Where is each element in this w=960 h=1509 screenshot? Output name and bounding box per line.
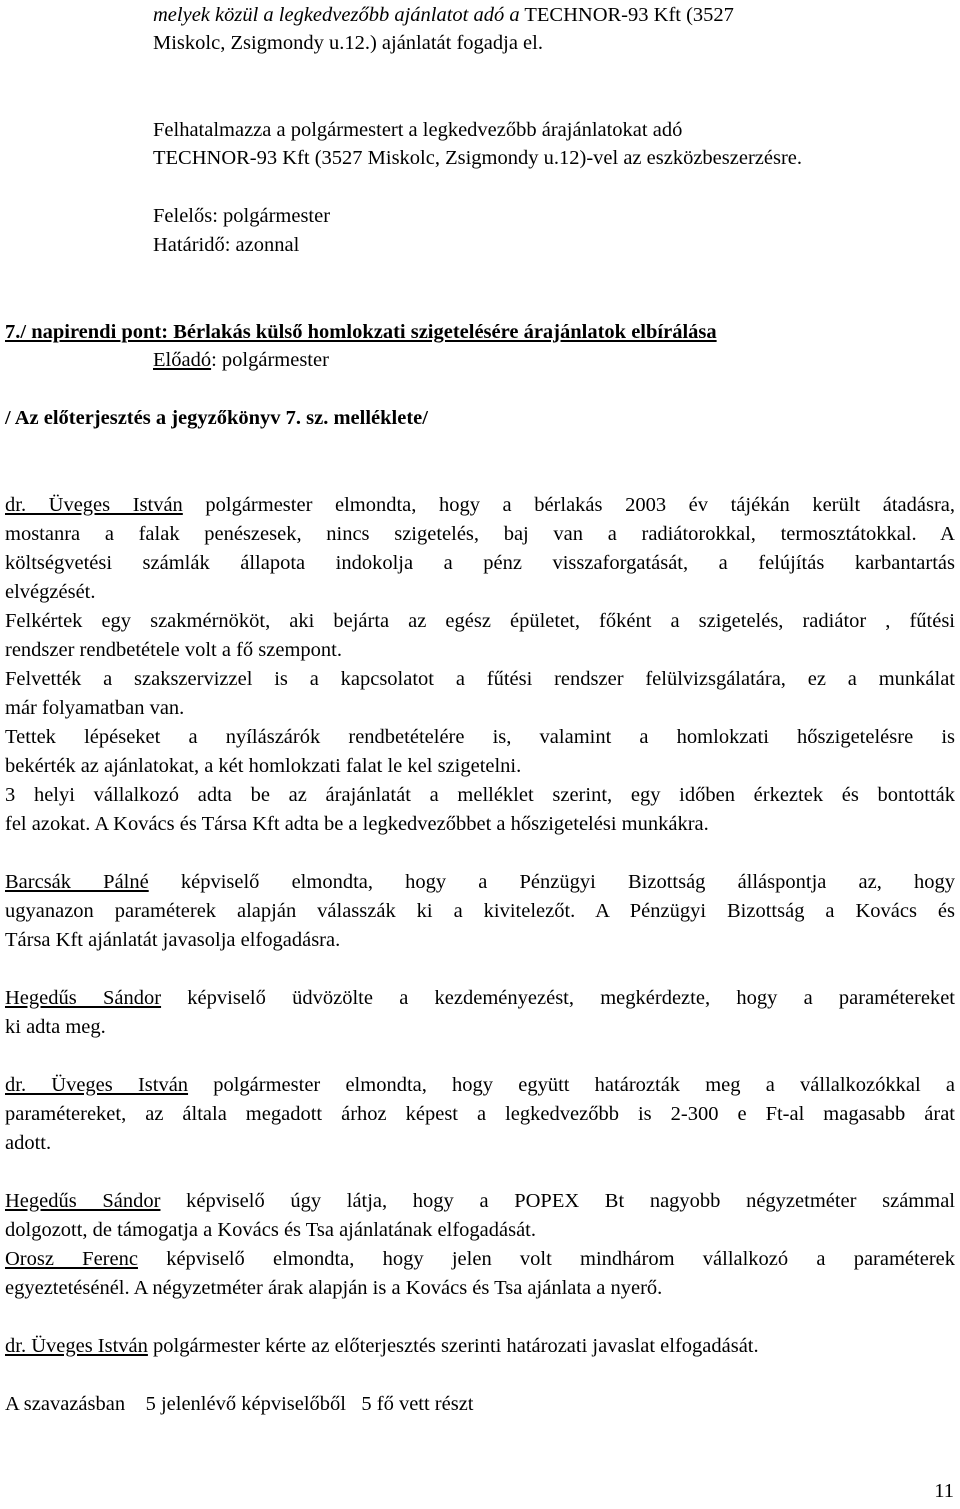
- speech-text: képviselő úgy látja, hogy a POPEX Bt nagyobb négyzetméter számmal: [160, 1190, 955, 1212]
- speech-5-line-2: dolgozott, de támogatja a Kovács és Tsa ajánlatának elfogadását.: [5, 1219, 536, 1241]
- presenter-value: : polgármester: [211, 349, 329, 371]
- speech-text: polgármester elmondta, hogy együtt határozták meg a vállalkozókkal a: [188, 1074, 955, 1096]
- attachment-note: / Az előterjesztés a jegyzőkönyv 7. sz. melléklete/: [5, 407, 428, 429]
- speech-4-line-2: paramétereket, az általa megadott árhoz képest a legkedvezőbb is 2-300 e Ft-al magasabb árat: [5, 1103, 955, 1125]
- speech-5-line-1: [5, 1188, 955, 1214]
- resolution-line-2: Miskolc, Zsigmondy u.12.) ajánlatát fogadja el.: [153, 32, 543, 54]
- speech-1-line-4: elvégzését.: [5, 581, 96, 603]
- speech-2-line-1: [5, 869, 955, 895]
- speaker-name: Hegedűs Sándor: [5, 987, 162, 1009]
- speech-1-line-11: 3 helyi vállalkozó adta be az árajánlatát a melléklet szerint, egy időben érkeztek és bontották: [5, 784, 955, 806]
- resolution-line-1: [153, 2, 953, 28]
- speech-3-line-1: [5, 985, 955, 1011]
- speaker-name: dr. Üveges István: [5, 494, 183, 516]
- speech-4-line-3: adott.: [5, 1132, 52, 1154]
- speaker-name: Hegedűs Sándor: [5, 1190, 161, 1212]
- speech-text: képviselő üdvözölte a kezdeményezést, megkérdezte, hogy a paramétereket: [161, 987, 955, 1009]
- resolution-text: TECHNOR-93 Kft (3527: [519, 4, 734, 26]
- speaker-name: dr. Üveges István: [5, 1335, 148, 1357]
- page-number: 11: [934, 1480, 954, 1502]
- speech-1-line-1: [5, 492, 955, 518]
- speech-1-line-7: Felvették a szakszervizzel is a kapcsolatot a fűtési rendszer felülvizsgálatára, ez a munkálat: [5, 668, 955, 690]
- speech-1-line-12: fel azokat. A Kovács és Társa Kft adta be a legkedvezőbbet a hőszigetelési munkákra.: [5, 813, 709, 835]
- speech-1-line-9: Tettek lépéseket a nyílászárók rendbetételére is, valamint a homlokzati hőszigetelésre is: [5, 726, 955, 748]
- speech-text: polgármester kérte az előterjesztés szerinti határozati javaslat elfogadását.: [147, 1335, 759, 1357]
- speech-1-line-3: költségvetési számlák állapota indokolja a pénz visszaforgatását, a felújítás karbantartás: [5, 552, 955, 574]
- speech-1-line-6: rendszer rendbetétele volt a fő szempont.: [5, 639, 342, 661]
- agenda-heading: 7./ napirendi pont: Bérlakás külső homlokzati szigetelésére árajánlatok elbírálása: [5, 321, 717, 343]
- vote-line: A szavazásban 5 jelenlévő képviselőből 5 fő vett részt: [5, 1393, 474, 1415]
- presenter-label: Előadó: [153, 349, 212, 371]
- resolution-italic-text: melyek közül a legkedvezőbb ajánlatot adó a: [153, 4, 520, 26]
- speech-2-line-3: Társa Kft ajánlatát javasolja elfogadásra.: [5, 929, 341, 951]
- speaker-name: dr. Üveges István: [5, 1074, 189, 1096]
- speech-1-line-8: már folyamatban van.: [5, 697, 185, 719]
- speech-1-line-2: mostanra a falak penészesek, nincs szigetelés, baj van a radiátorokkal, termosztátokkal. A: [5, 523, 955, 545]
- speech-4-line-1: [5, 1072, 955, 1098]
- authorization-line-2: TECHNOR-93 Kft (3527 Miskolc, Zsigmondy u.12)-vel az eszközbeszerzésre.: [153, 147, 802, 169]
- speech-7-line-1: [5, 1333, 955, 1359]
- deadline-line: Határidő: azonnal: [153, 234, 300, 256]
- speech-6-line-1: [5, 1246, 955, 1272]
- presenter-line: [153, 347, 953, 373]
- speaker-name: Barcsák Pálné: [5, 871, 149, 893]
- speech-text: képviselő elmondta, hogy a Pénzügyi Bizottság álláspontja az, hogy: [148, 871, 955, 893]
- speech-1-line-10: bekérték az ajánlatokat, a két homlokzati falat le kel szigetelni.: [5, 755, 522, 777]
- speech-text: polgármester elmondta, hogy a bérlakás 2003 év tájékán került átadásra,: [182, 494, 955, 516]
- speech-2-line-2: ugyanazon paraméterek alapján válasszák ki a kivitelezőt. A Pénzügyi Bizottság a Kovács és: [5, 900, 955, 922]
- authorization-line-1: Felhatalmazza a polgármestert a legkedvezőbb árajánlatokat adó: [153, 119, 683, 141]
- speaker-name: Orosz Ferenc: [5, 1248, 138, 1270]
- speech-3-line-2: ki adta meg.: [5, 1016, 106, 1038]
- speech-6-line-2: egyeztetésénél. A négyzetméter árak alapján is a Kovács és Tsa ajánlata a nyerő.: [5, 1277, 663, 1299]
- speech-1-line-5: Felkértek egy szakmérnököt, aki bejárta az egész épületet, főként a szigetelés, radiátor , fűtési: [5, 610, 955, 632]
- responsible-line: Felelős: polgármester: [153, 205, 331, 227]
- speech-text: képviselő elmondta, hogy jelen volt mindhárom vállalkozó a paraméterek: [137, 1248, 955, 1270]
